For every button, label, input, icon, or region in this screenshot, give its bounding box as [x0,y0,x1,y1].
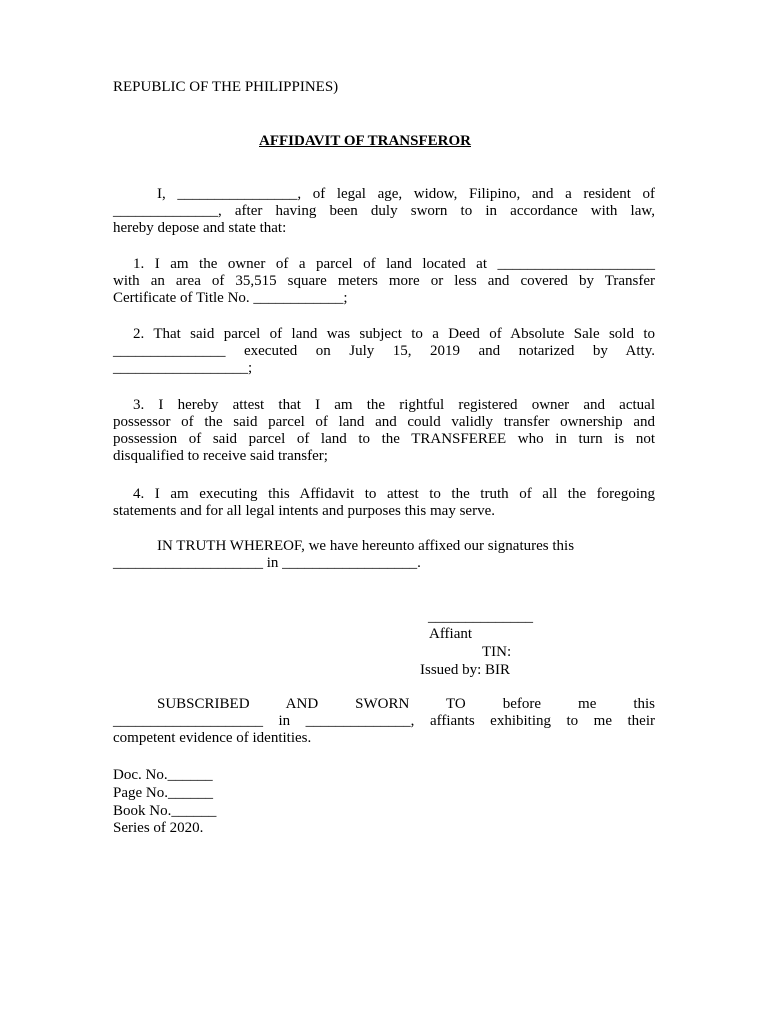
republic-header: REPUBLIC OF THE PHILIPPINES) [113,79,339,95]
item-2-line-1: 2. That said parcel of land was subject to a Deed of Absolute Sale sold to [133,326,655,342]
item-3-line-1: 3. I hereby attest that I am the rightful registered owner and actual [133,397,655,413]
intro-line-1: I, ________________, of legal age, widow, Filipino, and a resident of [157,186,655,202]
item-1-line-1: 1. I am the owner of a parcel of land located at _____________________ [133,256,655,272]
witness-paragraph [113,538,655,572]
book-no: Book No.______ [113,803,217,819]
intro-paragraph [113,186,655,237]
item-4-paragraph [113,486,655,520]
item-4-line-2: statements and for all legal intents and purposes this may serve. [113,503,495,519]
item-1-paragraph [113,256,655,307]
item-2-line-2: _______________ executed on July 15, 2019 and notarized by Atty. [113,343,655,359]
item-4-line-1: 4. I am executing this Affidavit to attest to the truth of all the foregoing [133,486,655,502]
signature-line: ______________ [428,609,533,625]
jurat-line-3: competent evidence of identities. [113,730,312,746]
item-2-paragraph [113,326,655,377]
series: Series of 2020. [113,820,204,836]
intro-line-2: ______________, after having been duly sworn to in accordance with law, [113,203,655,219]
page-no: Page No.______ [113,785,213,801]
intro-line-3: hereby depose and state that: [113,220,287,236]
item-1-line-2: with an area of 35,515 square meters more or less and covered by Transfer [113,273,655,289]
item-1-line-3: Certificate of Title No. ____________; [113,290,348,306]
item-3-line-4: disqualified to receive said transfer; [113,448,328,464]
document-title: AFFIDAVIT OF TRANSFEROR [259,133,471,149]
item-2-line-3: __________________; [113,360,253,376]
item-3-line-2: possessor of the said parcel of land and could validly transfer ownership and [113,414,655,430]
witness-line-1: IN TRUTH WHEREOF, we have hereunto affixed our signatures this [157,538,575,554]
item-3-line-3: possession of said parcel of land to the TRANSFEREE who in turn is not [113,431,655,447]
affiant-label: Affiant [429,626,473,642]
tin-label: TIN: [482,644,512,660]
jurat-line-1: SUBSCRIBED AND SWORN TO before me this [157,696,655,712]
witness-line-2: ____________________ in __________________. [113,555,421,571]
jurat-line-2: ____________________ in ______________, affiants exhibiting to me their [113,713,655,729]
issued-by-label: Issued by: BIR [420,662,510,678]
jurat-paragraph [113,696,655,747]
item-3-paragraph [113,397,655,465]
doc-no: Doc. No.______ [113,767,213,783]
